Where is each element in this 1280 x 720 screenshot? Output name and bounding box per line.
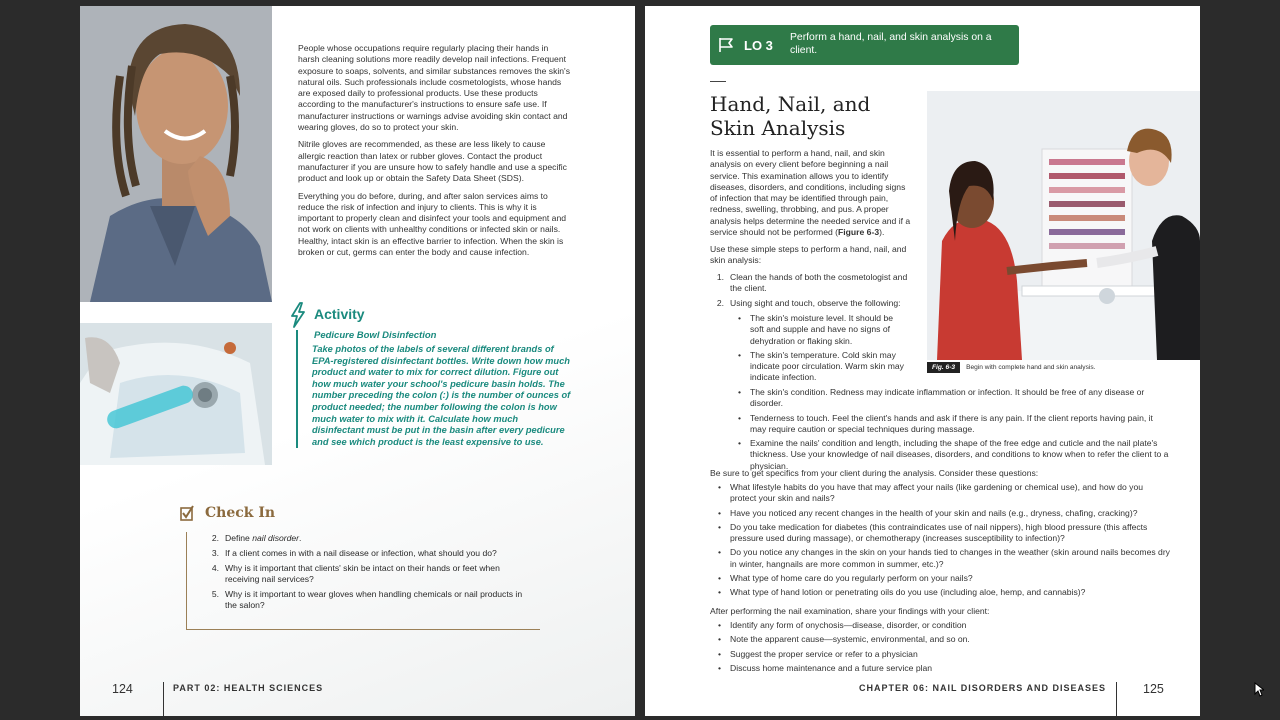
portrait-photo (80, 6, 272, 302)
intro-paragraphs (298, 43, 570, 264)
activity-body: Take photos of the labels of several different brands of EPA-registered disinfectant bottles. Write down how much product and water to mix for correct dilution. Figure out how much water your school's pedicure basin holds. The number preceding the colon (:) is the number of ounces of product needed; the number following the colon is how much water to mix with it. Calculate how much disinfectant must be put in the basin after every pedicure and see which product is the least expensive to use. (312, 344, 571, 447)
footer-divider (163, 682, 164, 716)
activity-heading: Activity (314, 306, 365, 322)
check-in-list (204, 533, 534, 615)
list-item: • Examine the nails' condition and length, including the shape of the free edge and cuticle and the nail plate's thickness. Use your knowledge of nail diseases, disorders, and conditions to know when to refer the client to a physician. (730, 438, 1170, 472)
list-item: 2. Using sight and touch, observe the following: (716, 297, 901, 308)
chapter-label: CHAPTER 06: NAIL DISORDERS AND DISEASES (858, 683, 1106, 693)
lo-label: LO 3 (744, 38, 773, 53)
list-item: 5. Why is it important to wear gloves when handling chemicals or nail products in the salon? (211, 589, 523, 610)
section-title: Hand, Nail, and Skin Analysis (710, 92, 871, 140)
questions-intro: Be sure to get specifics from your client during the analysis. Consider these questions: (710, 468, 1039, 478)
list-item: • The skin's moisture level. It should be soft and supple and have no signs of dehydration or flaking skin. (730, 313, 908, 347)
flag-icon (718, 37, 736, 53)
list-item: • Do you notice any changes in the skin on your hands tied to changes in the weather (skin around nails becomes dry in winter, hangnails are more common in summer, etc.)? (710, 547, 1170, 570)
list-item: • The skin's condition. Redness may indicate inflammation or infection. It should be free of any disease or disorder. (730, 387, 1170, 410)
list-item: • Discuss home maintenance and a future service plan (710, 663, 1170, 674)
pedicure-basin-photo (80, 323, 272, 465)
lightning-bolt-icon (290, 302, 306, 328)
right-page (645, 6, 1200, 716)
list-item: • What type of hand lotion or penetrating oils do you use (including aloe, hemp, and cannabis)? (710, 587, 1170, 598)
list-item: • Note the apparent cause—systemic, environmental, and so on. (710, 634, 1170, 645)
activity-box (296, 330, 572, 448)
paragraph: People whose occupations require regularly placing their hands in harsh cleaning solutions more readily develop nail infections. Frequent exposure to soaps, solvents, and similar substances removes the skin's natural oils. Such professionals include cosmetologists, whose hands are exposed daily to professional products. Use these products according to the manufacturer's instructions to ensure safe use. If manufacturer instructions or warnings advise avoiding skin contact and wearing gloves, do so to protect your skin. (298, 43, 570, 133)
activity-subtitle: Pedicure Bowl Disinfection (314, 330, 437, 341)
list-item: • Identify any form of onychosis—disease, disorder, or condition (710, 620, 1170, 631)
list-item: 3. If a client comes in with a nail disease or infection, what should you do? (211, 548, 497, 558)
part-label: PART 02: HEALTH SCIENCES (173, 683, 324, 693)
paragraph: Everything you do before, during, and after salon services aims to reduce the risk of infection and injury to clients. This is why it is important to properly clean and disinfect your tools and equipment and not work on clients with unhealthy conditions or infected skin or nails. Healthy, intact skin is an effective barrier to infection. When the skin is broken or cut, germs can enter the body and cause infection. (298, 190, 567, 258)
list-item: • Have you noticed any recent changes in the health of your skin and nails (e.g., dryness, chafing, cracking)? (710, 508, 1170, 519)
figure-tag: Fig. 6-3 (927, 362, 960, 373)
figure-caption (927, 360, 1095, 374)
steps-intro: Use these simple steps to perform a hand, nail, and skin analysis: (710, 244, 907, 266)
observations-list-continued (730, 387, 1170, 475)
intro-paragraph: It is essential to perform a hand, nail, and skin analysis on every client before beginning a nail service. This examination allows you to identify diseases, disorders, and conditions, including signs of infection that may be identified through pain, redness, swelling, throbbing, and pus. A proper analysis helps determine the needed service and if a service should not be performed (Figure 6-3). (710, 148, 911, 238)
list-item: 2. Define nail disorder. (211, 533, 302, 543)
paragraph: Nitrile gloves are recommended, as these are less likely to cause allergic reaction than latex or rubber gloves. Contact the product manufacturer if you are unsure how to safely handle and use a specific product and look up or obtain the Safety Data Sheet (SDS). (298, 139, 567, 184)
left-page (80, 6, 635, 716)
observations-list (730, 313, 908, 387)
footer-divider (1116, 682, 1117, 716)
list-item: • The skin's temperature. Cold skin may indicate poor circulation. Warm skin may indicate infection. (730, 350, 908, 384)
lo-text: Perform a hand, nail, and skin analysis on a client. (790, 32, 992, 56)
after-intro: After performing the nail examination, share your findings with your client: (710, 606, 990, 616)
page-number: 124 (112, 682, 133, 696)
list-item: • What type of home care do you regularly perform on your nails? (710, 573, 1170, 584)
checkbox-icon (180, 505, 194, 521)
page-number: 125 (1143, 682, 1164, 696)
list-item: 1. Clean the hands of both the cosmetologist and the client. (716, 272, 908, 294)
list-item: • What lifestyle habits do you have that may affect your nails (like gardening or chemical use), and how do you protect your skin and nails? (710, 482, 1170, 505)
questions-list (710, 482, 1170, 602)
check-in-heading: Check In (205, 505, 276, 521)
learning-objective-banner (710, 25, 1019, 65)
list-item: • Tenderness to touch. Feel the client's hands and ask if there is any pain. If the client reports having pain, it may require caution or special techniques during massage. (730, 413, 1170, 436)
list-item: 4. Why is it important that clients' skin be intact on their hands or feet when receiving nail services? (211, 563, 500, 584)
figure-photo (927, 91, 1200, 360)
findings-list (710, 620, 1170, 677)
list-item: • Do you take medication for diabetes (this contraindicates use of nail nippers), high blood pressure (this affects pressure used during massage), or chemotherapy (increases susceptibility to infection)? (710, 522, 1170, 545)
title-dash (710, 81, 726, 82)
list-item: • Suggest the proper service or refer to a physician (710, 649, 1170, 660)
mouse-cursor-icon (1254, 682, 1264, 697)
caption-text: Begin with complete hand and skin analysis. (966, 363, 1096, 371)
steps-list (710, 272, 920, 312)
